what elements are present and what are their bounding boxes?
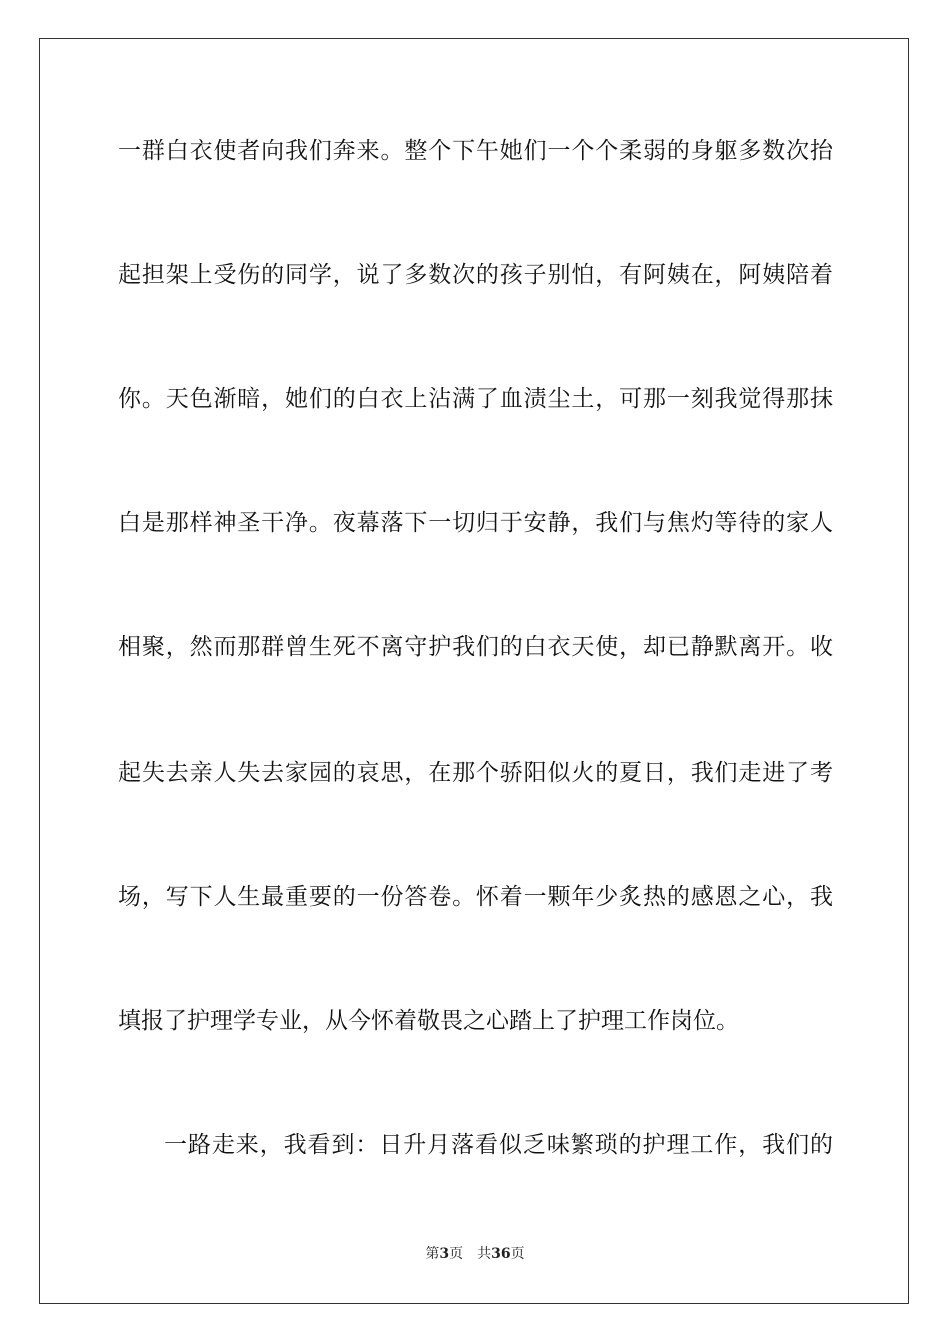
body-line-6: 起失去亲人失去家园的哀思，在那个骄阳似火的夏日，我们走进了考 — [118, 760, 833, 786]
body-line-9-paragraph-start: 一路走来，我看到：日升月落看似乏味繁琐的护理工作，我们的 — [164, 1132, 833, 1158]
footer-total-suffix: 页 — [510, 1246, 525, 1262]
page-border — [39, 38, 909, 1304]
body-line-4: 白是那样神圣干净。夜幕落下一切归于安静，我们与焦灼等待的家人 — [118, 510, 833, 536]
body-line-3: 你。天色渐暗，她们的白衣上沾满了血渍尘土，可那一刻我觉得那抹 — [118, 386, 833, 412]
footer-page-suffix: 页 — [449, 1246, 464, 1262]
footer-current-page: 3 — [439, 1246, 450, 1262]
page-footer — [0, 1244, 950, 1264]
footer-total-pages: 36 — [491, 1246, 511, 1262]
body-line-2: 起担架上受伤的同学，说了多数次的孩子别怕，有阿姨在，阿姨陪着 — [118, 262, 833, 288]
footer-total-prefix: 共 — [477, 1246, 492, 1262]
body-line-1: 一群白衣使者向我们奔来。整个下午她们一个个柔弱的身躯多数次抬 — [118, 138, 833, 164]
body-line-5: 相聚，然而那群曾生死不离守护我们的白衣天使，却已静默离开。收 — [118, 634, 833, 660]
body-line-8: 填报了护理学专业，从今怀着敬畏之心踏上了护理工作岗位。 — [118, 1008, 739, 1034]
footer-page-prefix: 第 — [425, 1246, 440, 1262]
body-line-7: 场，写下人生最重要的一份答卷。怀着一颗年少炙热的感恩之心，我 — [118, 884, 833, 910]
